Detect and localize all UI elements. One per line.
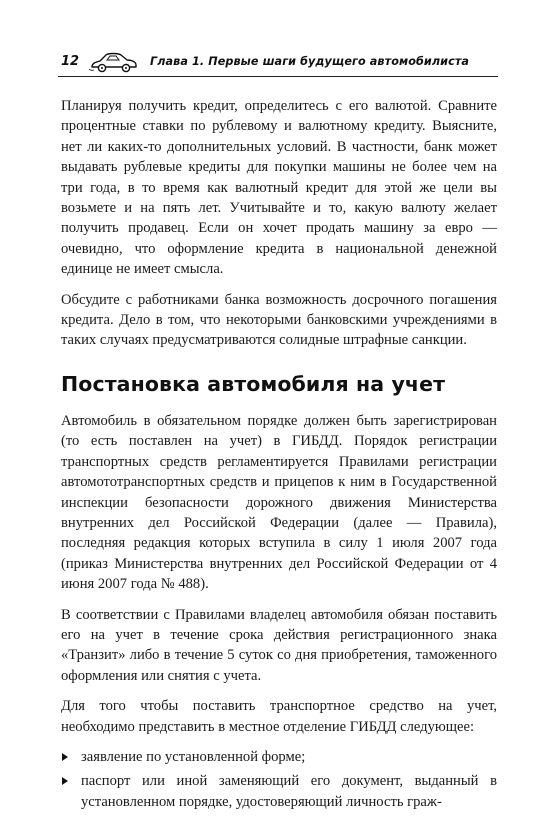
list-item — [61, 747, 497, 767]
paragraph-credit-currency: Планируя получить кредит, определитесь с его валютой. Сравните процентные ставки по рублевому и валютному кредиту. Выясните, нет ли каких-то дополнительных условий. В частности, банк может выдавать рублевые кредиты для покупки машины не более чем на три года, в то время как валютный кредит для этой же цели вы возьмете и на пять лет. Учитывайте и то, какую валюту желает получить продавец. Если он хочет продать машину за евро — очевидно, что оформление кредита в национальной денежной единице не имеет смысла. — [61, 98, 497, 278]
bullet-icon — [62, 753, 68, 761]
header-rule — [58, 76, 498, 77]
bullet-icon — [62, 777, 68, 785]
paragraph-registration-deadline: В соответствии с Правилами владелец автомобиля обязан поставить его на учет в течение срока действия регистрационного знака «Транзит» либо в течение 5 суток со дня приобретения, таможенного оформления или снятия с учета. — [61, 606, 497, 684]
car-icon — [88, 50, 142, 74]
paragraph-required-documents: Для того чтобы поставить транспортное средство на учет, необходимо представить в местное отделение ГИБДД следующее: — [61, 698, 497, 735]
list-item-text: заявление по установленной форме; — [81, 748, 306, 765]
documents-list — [61, 747, 497, 812]
page-number: 12 — [61, 54, 80, 69]
running-header — [58, 50, 498, 74]
list-item-text: паспорт или иной заменяющий его документ, выданный в установленном порядке, удостоверяющий личность граж- — [81, 773, 497, 810]
paragraph-registration-rules: Автомобиль в обязательном порядке должен быть зарегистрирован (то есть поставлен на учет) в ГИБДД. Порядок регистрации транспортных средств регламентируется Правилами регистрации автомототранспортных средств и прицепов к ним в Государственной инспекции безопасности дорожного движения Министерства внутренних дел Российской Федерации (далее — Правила), последняя редакция которых вступила в силу 1 июля 2007 года (приказ Министерства внутренних дел Российской Федерации от 4 июня 2007 года № 488). — [61, 412, 497, 593]
section-heading: Постановка автомобиля на учет — [61, 371, 446, 396]
chapter-title: Глава 1. Первые шаги будущего автомобилиста — [150, 55, 470, 68]
page-body — [61, 96, 497, 816]
list-item — [61, 771, 497, 812]
paragraph-early-repayment: Обсудите с работниками банка возможность досрочного погашения кредита. Дело в том, что некоторыми банковскими учреждениями в таких случаях предусматриваются солидные штрафные санкции. — [61, 291, 497, 349]
